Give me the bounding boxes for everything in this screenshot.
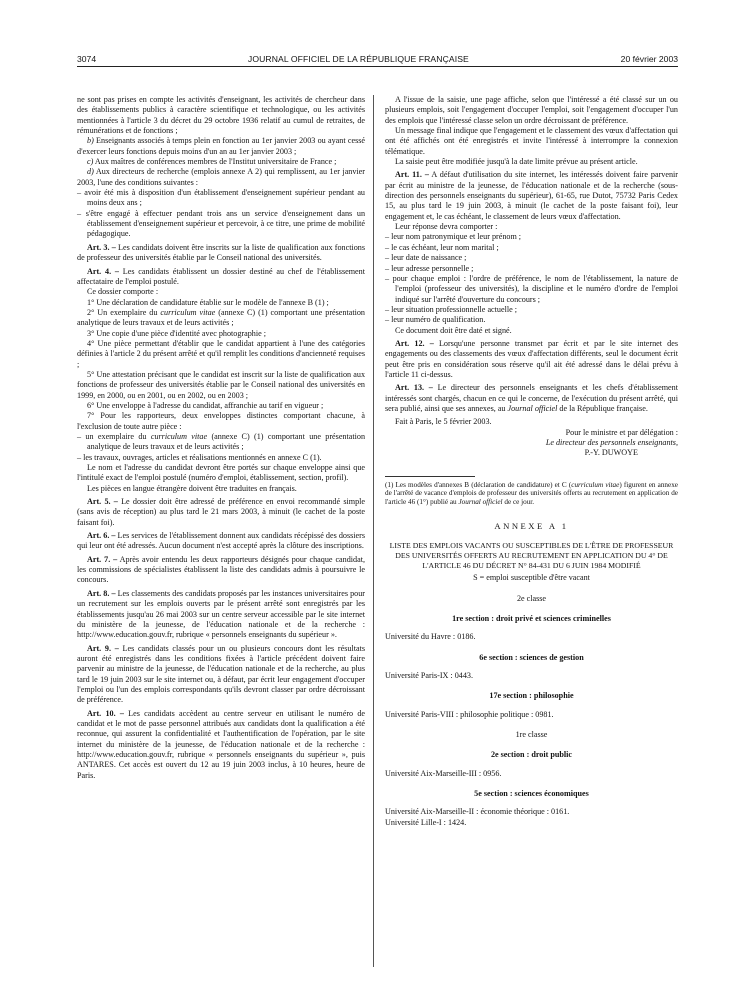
- list-item: [77, 432, 365, 453]
- article-8: [77, 589, 365, 641]
- article-5: [77, 497, 365, 528]
- left-column: [77, 95, 365, 781]
- dossier-item: 5° Une attestation précisant que le candidat est inscrit sur la liste de qualification aux fonctions de professeur des universités établie par le Conseil national des universités en 1999, en 2000, ou en 2001, ou en 2002, ou en 2003 ;: [77, 369, 365, 400]
- text-run: (annexe C) (1) comportant une présentation analytique de leurs travaux et de leurs activités ;: [87, 432, 366, 452]
- article-9: [77, 644, 365, 706]
- list-item: – s'être engagé à effectuer pendant trois ans un service d'enseignement dans un établissement d'enseignement supérieur et percevoir, à ce titre, une prime de mobilité pédagogique.: [77, 209, 365, 240]
- list-item: Université Paris-VIII : philosophie politique : 0981.: [385, 709, 554, 719]
- article-11: [385, 170, 678, 222]
- list-item: – avoir été mis à disposition d'un établissement d'enseignement supérieur pendant au moins deux ans ;: [77, 188, 365, 209]
- article-text: Les candidats établissent un dossier destiné au chef de l'établissement affectataire de l'emploi postulé.: [77, 266, 365, 286]
- article-label: Art. 9. –: [87, 643, 119, 653]
- paragraph: Le nom et l'adresse du candidat devront être portés sur chaque enveloppe ainsi que l'intitulé exact de l'emploi postulé (numéro d'emploi, établissement, section, profil).: [77, 463, 365, 483]
- article-label: Art. 11. –: [395, 170, 429, 180]
- signature-line: Le directeur des personnels enseignants,: [545, 438, 678, 447]
- section-heading: 1re section : droit privé et sciences criminelles: [452, 613, 611, 623]
- text-run: curriculum vitae: [150, 432, 208, 441]
- article-label: Art. 5. –: [87, 497, 118, 507]
- article-text: Les candidats doivent être inscrits sur la liste de qualification aux fonctions de professeur des universités établie par le Conseil national des universités.: [77, 242, 365, 263]
- article-text: Les classements des candidats proposés par les instances universitaires pour un recrutement sur les emplois ouverts par le présent arrêté sont enregistrés par les établissements jusqu'au 26 mai 2003 sur un centre serveur accessible par le site internet du ministère de la jeunesse, de l'éducation nationale et de la recherche : http://www.education.gouv.fr, rubrique « personnels enseignants du supérieur ».: [77, 588, 365, 640]
- article-12: [385, 339, 678, 380]
- clause-text: Enseignants associés à temps plein en fonction au 1er janvier 2003 ou ayant cessé d'exercer leurs fonctions depuis moins d'un an au 1er janvier 2003 ;: [77, 136, 365, 156]
- article-label: Art. 10. –: [87, 708, 124, 718]
- article-label: Art. 4. –: [87, 266, 119, 276]
- footnote-rule: [385, 476, 475, 477]
- list-item: Université Lille-I : 1424.: [385, 817, 467, 827]
- class-heading: 1re classe: [515, 729, 548, 739]
- paragraph: A l'issue de la saisie, une page affiche, selon que l'intéressé a été classé sur un ou plusieurs emplois, soit l'engagement d'occuper l'emploi, soit l'engagement d'occuper l'un des emplois que l'intéressé classe selon un ordre décroissant de préférence.: [385, 95, 678, 125]
- text-run: (1) Les modèles d'annexes B (déclaration de candidature) et C (: [385, 480, 572, 489]
- response-list: [385, 232, 678, 325]
- class-heading: 2e classe: [516, 593, 547, 603]
- article-3: [77, 243, 365, 264]
- page-header: [77, 50, 678, 64]
- article-text: Les candidats classés pour un ou plusieurs concours dont les résultats auront été enregistrés dans les conditions fixées à l'article précédent doivent faire parvenir au ministre de la jeunesse, de l'éducation nationale et de la recherche, au plus tard le 19 juin 2003 sur le site internet ou, à défaut, par écrit leur engagement d'occuper l'emploi ou l'un des emplois correspondants qu'ils devront classer par ordre décroissant de préférence.: [77, 643, 365, 705]
- signature-place-date: Fait à Paris, le 5 février 2003.: [395, 417, 492, 427]
- list-item: – leur situation professionnelle actuelle ;: [385, 305, 678, 315]
- clause-label: b): [87, 136, 94, 146]
- paragraph: La saisie peut être modifiée jusqu'à la date limite prévue au présent article.: [395, 157, 638, 167]
- paragraph: Leur réponse devra comporter :: [395, 222, 498, 232]
- article-text: Le dossier doit être adressé de préférence en envoi recommandé simple (sans avis de réception) au plus tard le 21 mars 2003, à minuit (le cachet de la poste faisant foi).: [77, 497, 365, 527]
- article-text: Les candidats accèdent au centre serveur en utilisant le numéro de candidat et le mot de passe personnel attribués aux candidats dont la qualification a été reconnue, qui assurent la confidentialité et l'authentification de l'opération, par le site internet du ministère de la jeunesse, de l'éducation nationale et de la recherche : http://www.education.gouv.fr, rubrique « personnels enseignants du supérieur », puis ANTARES. Cet accès est ouvert du 12 au 19 juin 2003 inclus, à 10 heures, heure de Paris.: [77, 708, 366, 780]
- article-6: [77, 531, 365, 552]
- dossier-item: 6° Une enveloppe à l'adresse du candidat, affranchie au tarif en vigueur ;: [87, 400, 324, 410]
- list-item: – leur date de naissance ;: [385, 253, 678, 263]
- text-run: ) figurent en annexe de l'arrêté de vacance d'emplois de professeur des universités offerts au recrutement en application de l'article 46 (1°) publié au: [385, 480, 678, 507]
- article-text: Après avoir entendu les deux rapporteurs désignés pour chaque candidat, les commissions de spécialistes établissent la liste des candidats admis à poursuivre le concours.: [77, 554, 365, 585]
- signature-line: Pour le ministre et par délégation :: [565, 427, 678, 437]
- article-7: [77, 555, 365, 586]
- article-label: Art. 8. –: [87, 588, 116, 598]
- list-item: Université Paris-IX : 0443.: [385, 670, 474, 680]
- list-item: – le cas échéant, leur nom marital ;: [385, 243, 678, 253]
- text-run: (annexe C) (1) comportant une présentation analytique de leurs travaux et de leurs activités ;: [77, 307, 365, 328]
- section-heading: 5e section : sciences économiques: [474, 788, 589, 798]
- article-label: Art. 7. –: [87, 554, 118, 564]
- article-13: [385, 383, 678, 414]
- issue-date: 20 février 2003: [620, 54, 678, 64]
- annex-legend: S = emploi susceptible d'être vacant: [473, 573, 590, 583]
- journal-title: JOURNAL OFFICIEL DE LA RÉPUBLIQUE FRANÇAISE: [247, 54, 469, 64]
- article-label: Art. 13. –: [395, 383, 433, 393]
- clause-d: [77, 167, 365, 188]
- envelope-list: [77, 432, 365, 463]
- paragraph: Un message final indique que l'engagement et le classement des vœux d'affectation qui ont été affichés ont été enregistrés et invite l'intéressé à interrompre la connexion télématique.: [385, 126, 678, 156]
- signatory-name: P.-Y. DUWOYE: [584, 448, 638, 458]
- text-run: un exemplaire du: [85, 432, 151, 441]
- text-run: curriculum vitae: [160, 307, 216, 317]
- article-4: [77, 267, 365, 288]
- text-run: de la République française.: [557, 403, 648, 413]
- list-item: – leur numéro de qualification.: [385, 315, 678, 325]
- dossier-item: [77, 308, 365, 329]
- section-heading: 2e section : droit public: [490, 750, 573, 760]
- paragraph: Les pièces en langue étrangère doivent être traduites en français.: [87, 483, 297, 493]
- list-item: Université Aix-Marseille-III : 0956.: [385, 768, 502, 778]
- clause-c: [77, 157, 365, 167]
- article-text: Lorsqu'une personne transmet par écrit et par le site internet des engagements ou des classements des vœux d'affectation différents, seul le document écrit peut être pris en considération sous réserve qu'il ait été adressé dans le délai prévu à l'article 11 ci-dessus.: [385, 338, 679, 379]
- list-item: – leur adresse personnelle ;: [385, 264, 678, 274]
- text-run: Journal officiel: [458, 498, 503, 507]
- section-heading: 17e section : philosophie: [489, 691, 574, 701]
- clause-label: c): [87, 157, 94, 167]
- list-item: – pour chaque emploi : l'ordre de préférence, le nom de l'établissement, la nature de l'emploi (professeur des universités), la discipline et le numéro d'ordre de l'emploi indiqué sur l'arrêté d'ouverture du concours ;: [385, 274, 678, 305]
- annex-title: LISTE DES EMPLOIS VACANTS OU SUSCEPTIBLES DE L'ÊTRE DE PROFESSEUR DES UNIVERSITÉS OFFERTS AU RECRUTEMENT EN APPLICATION DU 4° DE L'ARTICLE 46 DU DÉCRET N° 84-431 DU 6 JUIN 1984 MODIFIÉ: [389, 541, 674, 570]
- right-column: [385, 95, 678, 828]
- text-run: 2° Un exemplaire du: [87, 307, 161, 317]
- paragraph: ne sont pas prises en compte les activités d'enseignant, les activités de chercheur dans des établissements publics à caractère scientifique et technologique, ou les activités mentionnées à l'article 3 du décret du 29 octobre 1936 relatif au cumul de retraites, de rémunérations et de fonctions ;: [77, 95, 365, 136]
- footnote: [385, 481, 678, 507]
- dossier-item: 7° Pour les rapporteurs, deux enveloppes distinctes comportant chacune, à l'exclusion de toute autre pièce :: [77, 411, 365, 431]
- column-separator: [373, 95, 374, 967]
- list-item: Université Aix-Marseille-II : économie théorique : 0161.: [385, 807, 570, 817]
- list-item: Université du Havre : 0186.: [385, 632, 476, 642]
- clause-text: Aux directeurs de recherche (emplois annexe A 2) qui remplissent, au 1er janvier 2003, l'une des conditions suivantes :: [77, 167, 365, 187]
- list-item: – leur nom patronymique et leur prénom ;: [385, 232, 678, 242]
- text-run: de ce jour.: [502, 498, 535, 507]
- article-10: [77, 709, 365, 781]
- clause-label: d): [87, 167, 94, 177]
- section-heading: 6e section : sciences de gestion: [479, 652, 584, 662]
- article-text: Le directeur des personnels enseignants et les chefs d'établissement intéressés sont chargés, chacun en ce qui le concerne, de l'exécution du présent arrêté, qui sera publié, ainsi que ses annexes, au: [385, 383, 678, 413]
- article-text: A défaut d'utilisation du site internet, les intéressés doivent faire parvenir par écrit au ministre de la jeunesse, de l'éducation nationale et de la recherche (sous-direction des personnels enseignants du supérieur), 61-65, rue Dutot, 75732 Paris Cedex 15, au plus tard le 19 juin 2003, à minuit (le cachet de la poste faisant foi), leur engagement et, le cas échéant, le classement de leurs vœux d'affectation.: [385, 170, 678, 221]
- article-label: Art. 6. –: [87, 531, 116, 541]
- paragraph: Ce dossier comporte :: [87, 287, 159, 297]
- article-label: Art. 3. –: [87, 242, 116, 252]
- article-text: Les services de l'établissement donnent aux candidats récépissé des dossiers qui leur ont été adressés. Aucun document n'est accepté après la clôture des inscriptions.: [77, 531, 366, 551]
- text-run: Journal officiel: [507, 403, 558, 413]
- page-number: 3074: [77, 54, 97, 64]
- dossier-item: 4° Une pièce permettant d'établir que le candidat appartient à l'une des catégories définies à l'article 2 du présent arrêté et qu'il remplit les conditions d'ancienneté requises ;: [77, 338, 365, 369]
- annex-heading: ANNEXE A 1: [494, 521, 569, 532]
- paragraph: Ce document doit être daté et signé.: [395, 325, 512, 335]
- dossier-item: 1° Une déclaration de candidature établie sur le modèle de l'annexe B (1) ;: [87, 297, 329, 307]
- dossier-item: 3° Une copie d'une pièce d'identité avec photographie ;: [87, 328, 266, 338]
- list-item: – les travaux, ouvrages, articles et réalisations mentionnés en annexe C (1).: [77, 453, 365, 463]
- article-label: Art. 12. –: [395, 338, 434, 348]
- clause-b: [77, 136, 365, 157]
- clause-text: Aux maîtres de conférences membres de l'Institut universitaire de France ;: [93, 157, 337, 167]
- header-rule: [77, 66, 678, 67]
- text-run: curriculum vitae: [571, 480, 620, 489]
- conditions-list: [77, 188, 365, 240]
